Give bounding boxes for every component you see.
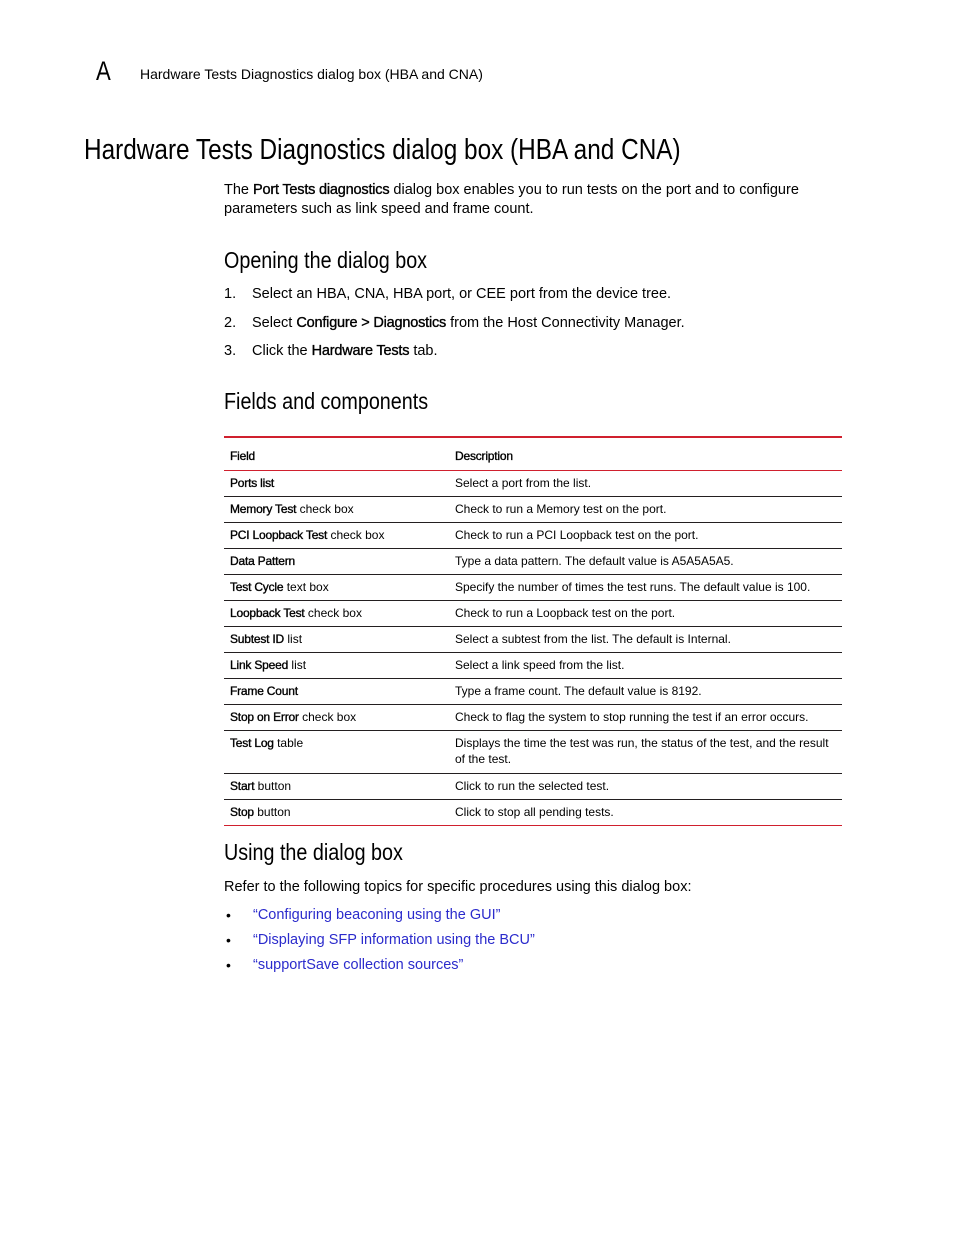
bullet-icon: •: [226, 932, 231, 948]
table-row: [224, 679, 842, 705]
field-name: Stop: [230, 805, 254, 819]
using-lead: Refer to the following topics for specific procedures using this dialog box:: [224, 879, 692, 895]
field-type: text box: [283, 580, 329, 594]
table-row: [224, 575, 842, 601]
fields-heading: Fields and components: [224, 388, 429, 414]
description-cell: Check to run a Loopback test on the port.: [449, 601, 842, 627]
running-header: Hardware Tests Diagnostics dialog box (HBA and CNA): [140, 66, 483, 82]
field-cell: [224, 575, 449, 601]
column-header-field: Field: [224, 437, 449, 471]
description-cell: Check to run a Memory test on the port.: [449, 497, 842, 523]
list-item: [224, 906, 535, 925]
field-type: list: [288, 658, 307, 672]
step-item: 2. Select Configure > Diagnostics from the Host Connectivity Manager.: [224, 314, 685, 331]
description-cell: Click to stop all pending tests.: [449, 800, 842, 826]
column-header-description: Description: [449, 437, 842, 471]
field-cell: [224, 497, 449, 523]
field-type: check box: [298, 710, 357, 724]
field-cell: [224, 800, 449, 826]
opening-heading: Opening the dialog box: [224, 247, 428, 273]
page-title: Hardware Tests Diagnostics dialog box (HBA and CNA): [84, 134, 681, 166]
field-type: button: [254, 779, 292, 793]
step-item: 1. Select an HBA, CNA, HBA port, or CEE port from the device tree.: [224, 286, 672, 302]
field-name: Test Log: [230, 736, 274, 750]
table-row: [224, 627, 842, 653]
table-row: [224, 549, 842, 575]
field-type: list: [284, 632, 303, 646]
table-row: [224, 523, 842, 549]
table-header-row: [224, 437, 842, 471]
field-cell: [224, 679, 449, 705]
field-name: PCI Loopback Test: [230, 528, 328, 542]
opening-steps: [224, 285, 685, 371]
table-row: [224, 774, 842, 800]
field-name: Loopback Test: [230, 606, 305, 620]
field-name: Memory Test: [230, 502, 297, 516]
list-item: [224, 956, 535, 975]
table-row: [224, 653, 842, 679]
field-name: Start: [230, 779, 255, 793]
field-cell: [224, 627, 449, 653]
description-cell: Select a subtest from the list. The default is Internal.: [449, 627, 842, 653]
fields-table: [224, 436, 842, 826]
description-cell: Specify the number of times the test runs. The default value is 100.: [449, 575, 842, 601]
field-name: Ports list: [230, 476, 275, 490]
table-row: [224, 601, 842, 627]
step-item: 3. Click the Hardware Tests tab.: [224, 343, 438, 359]
description-cell: Click to run the selected test.: [449, 774, 842, 800]
link-displaying-sfp[interactable]: “Displaying SFP information using the BCU”: [253, 932, 535, 948]
field-type: button: [253, 805, 291, 819]
field-cell: [224, 731, 449, 774]
table-row: [224, 497, 842, 523]
table-row: [224, 471, 842, 497]
description-cell: Select a port from the list.: [449, 471, 842, 497]
table-row: [224, 705, 842, 731]
field-cell: [224, 471, 449, 497]
field-cell: [224, 601, 449, 627]
related-links: [224, 906, 535, 981]
field-name: Test Cycle: [230, 580, 284, 594]
field-cell: [224, 523, 449, 549]
bullet-icon: •: [226, 957, 231, 973]
description-cell: Check to flag the system to stop running the test if an error occurs.: [449, 705, 842, 731]
using-heading: Using the dialog box: [224, 839, 403, 865]
field-name: Frame Count: [230, 684, 298, 698]
field-name: Data Pattern: [230, 554, 295, 568]
link-configuring-beaconing[interactable]: “Configuring beaconing using the GUI”: [253, 907, 501, 923]
table-row: [224, 800, 842, 826]
intro-paragraph: The Port Tests diagnostics dialog box enables you to run tests on the port and to configure parameters such as link speed and frame count.: [224, 182, 799, 217]
link-supportsave[interactable]: “supportSave collection sources”: [253, 957, 464, 973]
field-name: Stop on Error: [230, 710, 299, 724]
field-type: check box: [327, 528, 385, 542]
description-cell: Select a link speed from the list.: [449, 653, 842, 679]
field-cell: [224, 549, 449, 575]
field-cell: [224, 705, 449, 731]
field-type: check box: [296, 502, 354, 516]
list-item: [224, 931, 535, 950]
bullet-icon: •: [226, 907, 231, 923]
field-cell: [224, 774, 449, 800]
table-row: [224, 731, 842, 774]
field-name: Link Speed: [230, 658, 289, 672]
field-type: check box: [304, 606, 362, 620]
description-cell: Displays the time the test was run, the status of the test, and the result of the test.: [449, 731, 842, 774]
field-type: table: [273, 736, 304, 750]
description-cell: Type a frame count. The default value is 8192.: [449, 679, 842, 705]
appendix-letter: A: [96, 56, 111, 86]
field-name: Subtest ID: [230, 632, 285, 646]
description-cell: Check to run a PCI Loopback test on the port.: [449, 523, 842, 549]
intro-dialog-name: Port Tests diagnostics: [253, 182, 390, 198]
field-cell: [224, 653, 449, 679]
description-cell: Type a data pattern. The default value is A5A5A5A5.: [449, 549, 842, 575]
